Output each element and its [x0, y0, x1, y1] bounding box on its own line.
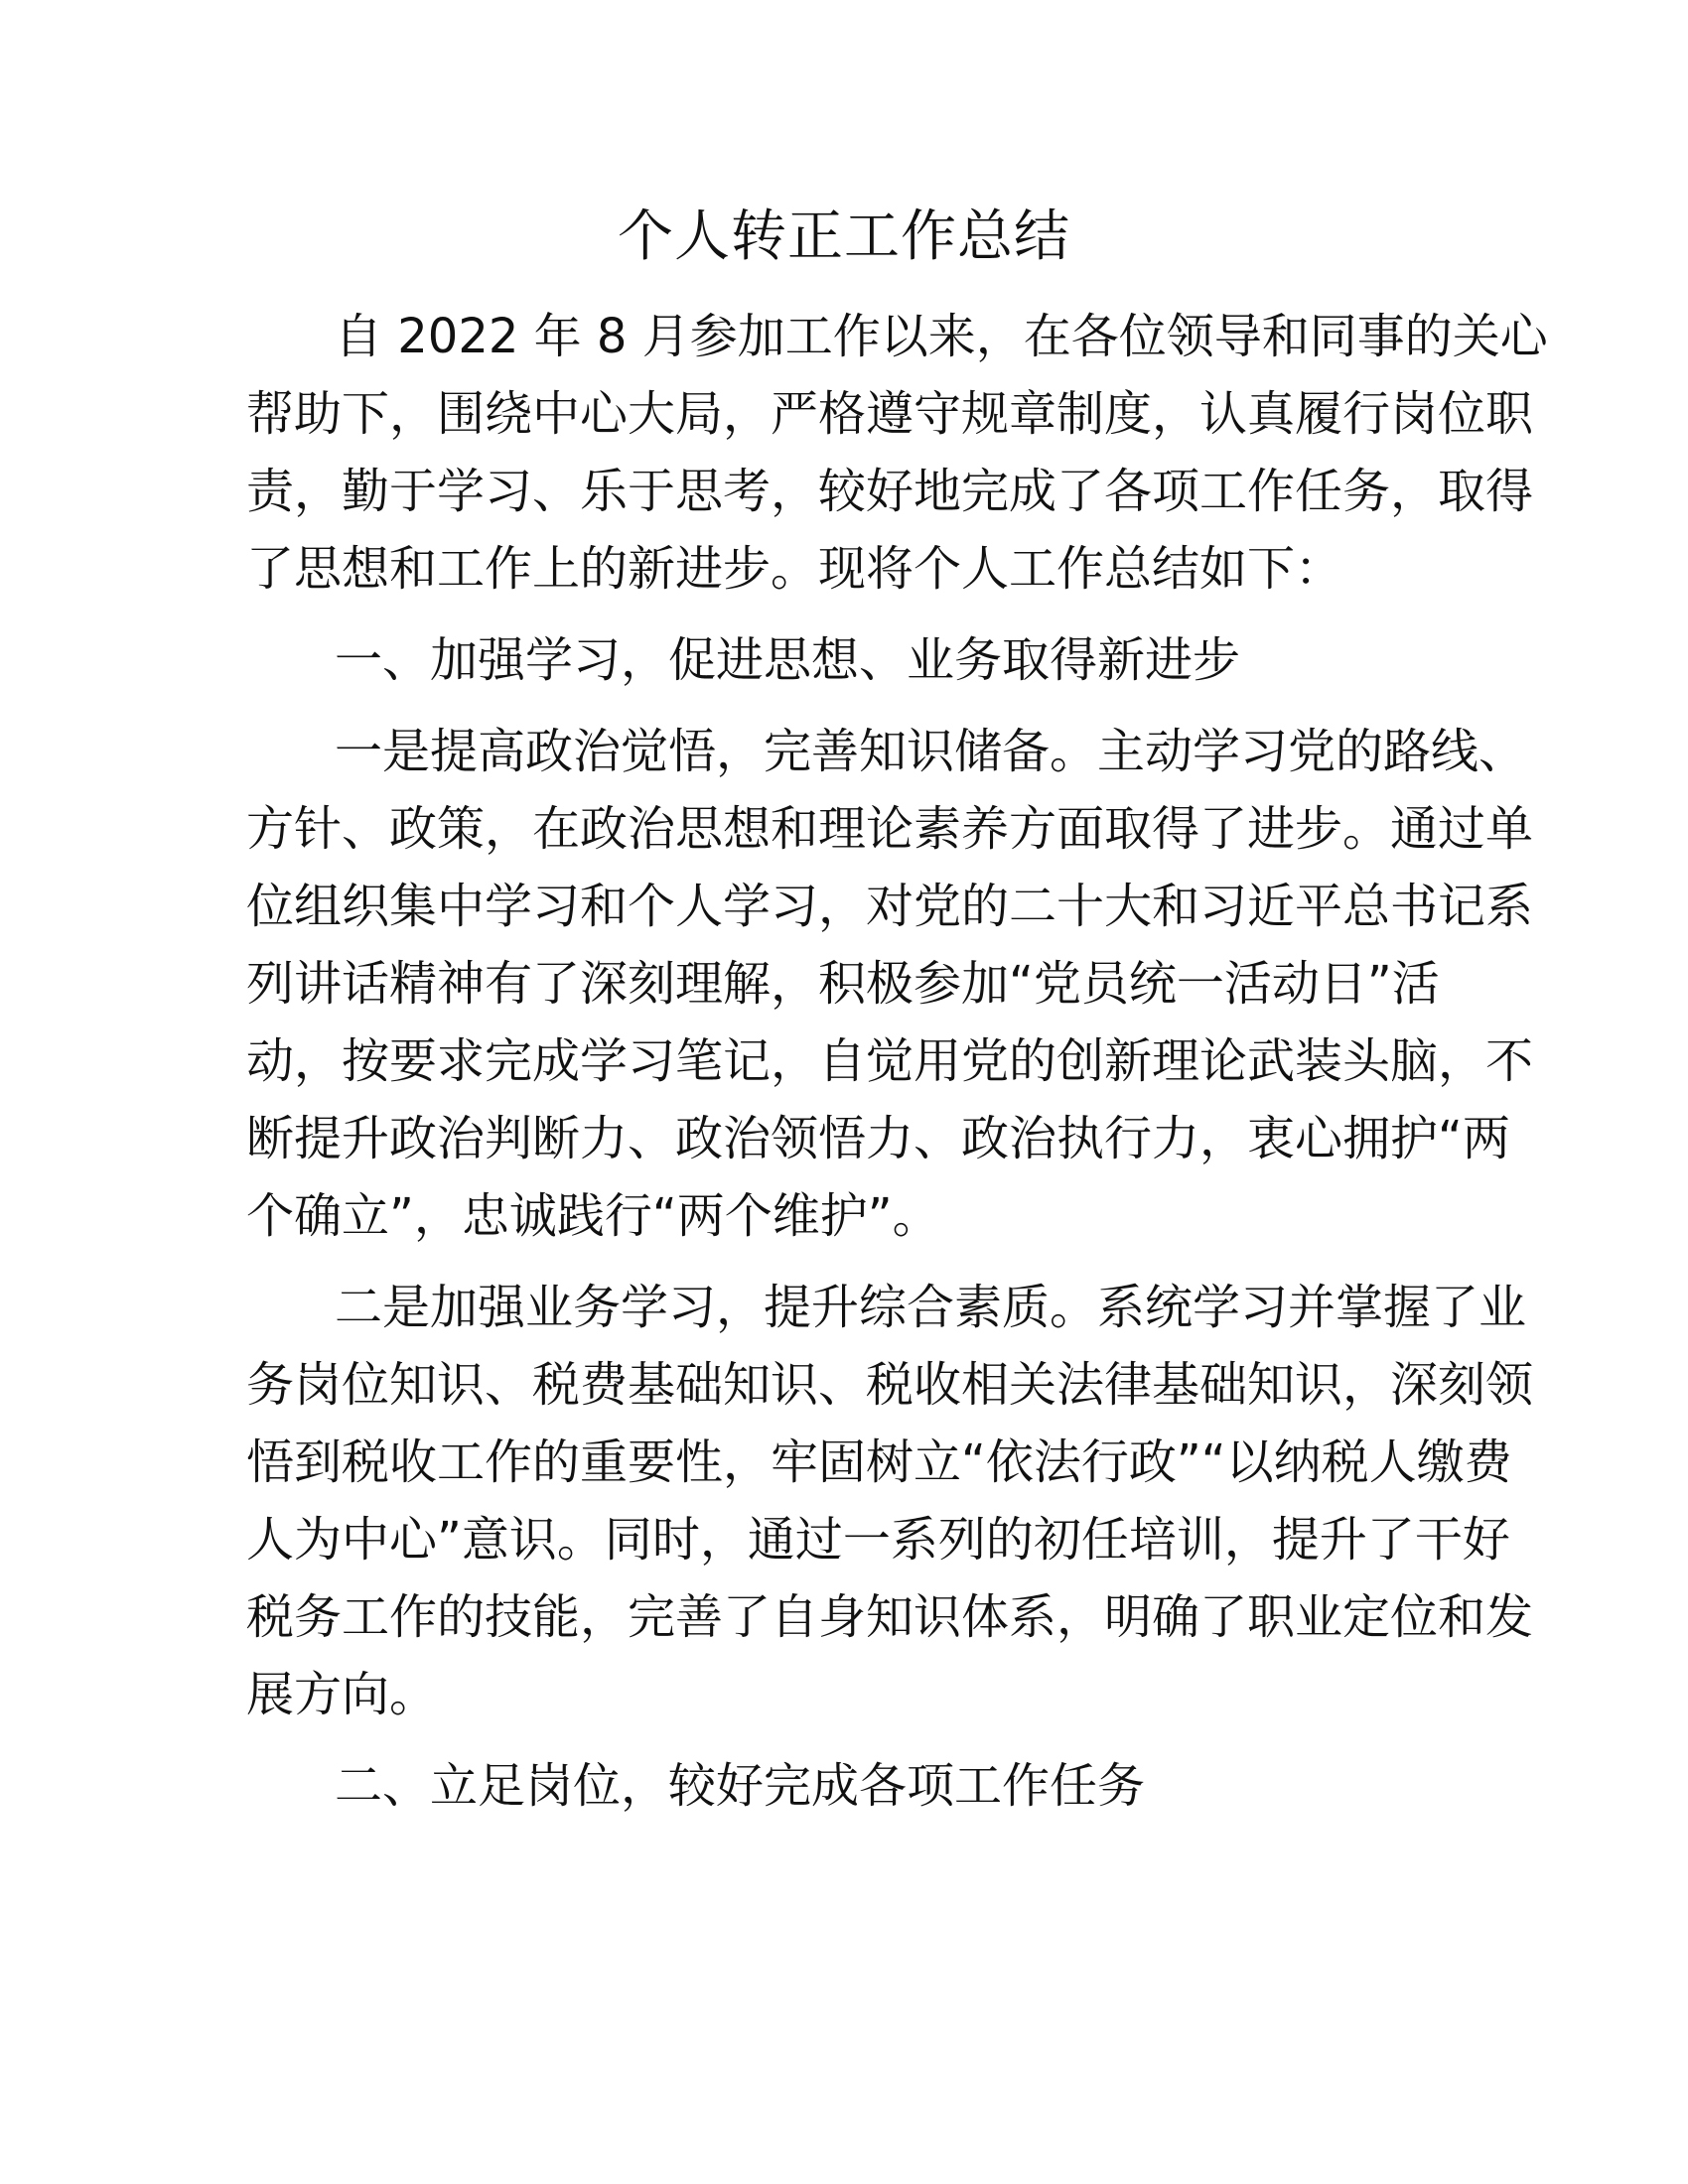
text-line: 了思想和工作上的新进步。现将个人工作总结如下： — [246, 541, 1343, 597]
text-line: 帮助下，围绕中心大局，严格遵守规章制度，认真履行岗位职 — [246, 386, 1534, 442]
document-title: 个人转正工作总结 — [618, 205, 1070, 269]
section-heading — [246, 1747, 1426, 1825]
text-line: 个确立”，忠诚践行“两个维护”。 — [246, 1188, 940, 1244]
section-heading — [246, 621, 1426, 699]
text-line: 自 2022 年 8 月参加工作以来，在各位领导和同事的关心 — [335, 309, 1548, 364]
text-line: 位组织集中学习和个人学习，对党的二十大和习近平总书记系 — [246, 879, 1534, 934]
document-body — [246, 298, 1548, 1839]
text-line: 动，按要求完成学习笔记，自觉用党的创新理论武装头脑，不 — [246, 1033, 1534, 1089]
text-line: 责，勤于学习、乐于思考，较好地完成了各项工作任务，取得 — [246, 464, 1534, 519]
text-line: 务岗位知识、税费基础知识、税收相关法律基础知识，深刻领 — [246, 1357, 1534, 1413]
text-line: 展方向。 — [246, 1667, 438, 1722]
text-line: 税务工作的技能，完善了自身知识体系，明确了职业定位和发 — [246, 1589, 1534, 1645]
body-paragraph — [246, 1269, 1534, 1733]
text-line: 二是加强业务学习，提升综合素质。系统学习并掌握了业 — [335, 1280, 1527, 1335]
body-paragraph — [246, 713, 1534, 1255]
text-line: 一是提高政治觉悟，完善知识储备。主动学习党的路线、 — [335, 724, 1527, 779]
text-line: 断提升政治判断力、政治领悟力、政治执行力，衷心拥护“两 — [246, 1111, 1510, 1166]
text-line: 二、立足岗位，较好完成各项工作任务 — [335, 1758, 1146, 1814]
text-line: 方针、政策，在政治思想和理论素养方面取得了进步。通过单 — [246, 801, 1534, 857]
text-line: 悟到税收工作的重要性，牢固树立“依法行政”“以纳税人缴费 — [246, 1434, 1512, 1490]
text-line: 一、加强学习，促进思想、业务取得新进步 — [335, 632, 1241, 688]
text-line: 列讲话精神有了深刻理解，积极参加“党员统一活动日”活 — [246, 956, 1440, 1012]
body-paragraph — [246, 298, 1548, 608]
text-line: 人为中心”意识。同时，通过一系列的初任培训，提升了干好 — [246, 1512, 1510, 1568]
